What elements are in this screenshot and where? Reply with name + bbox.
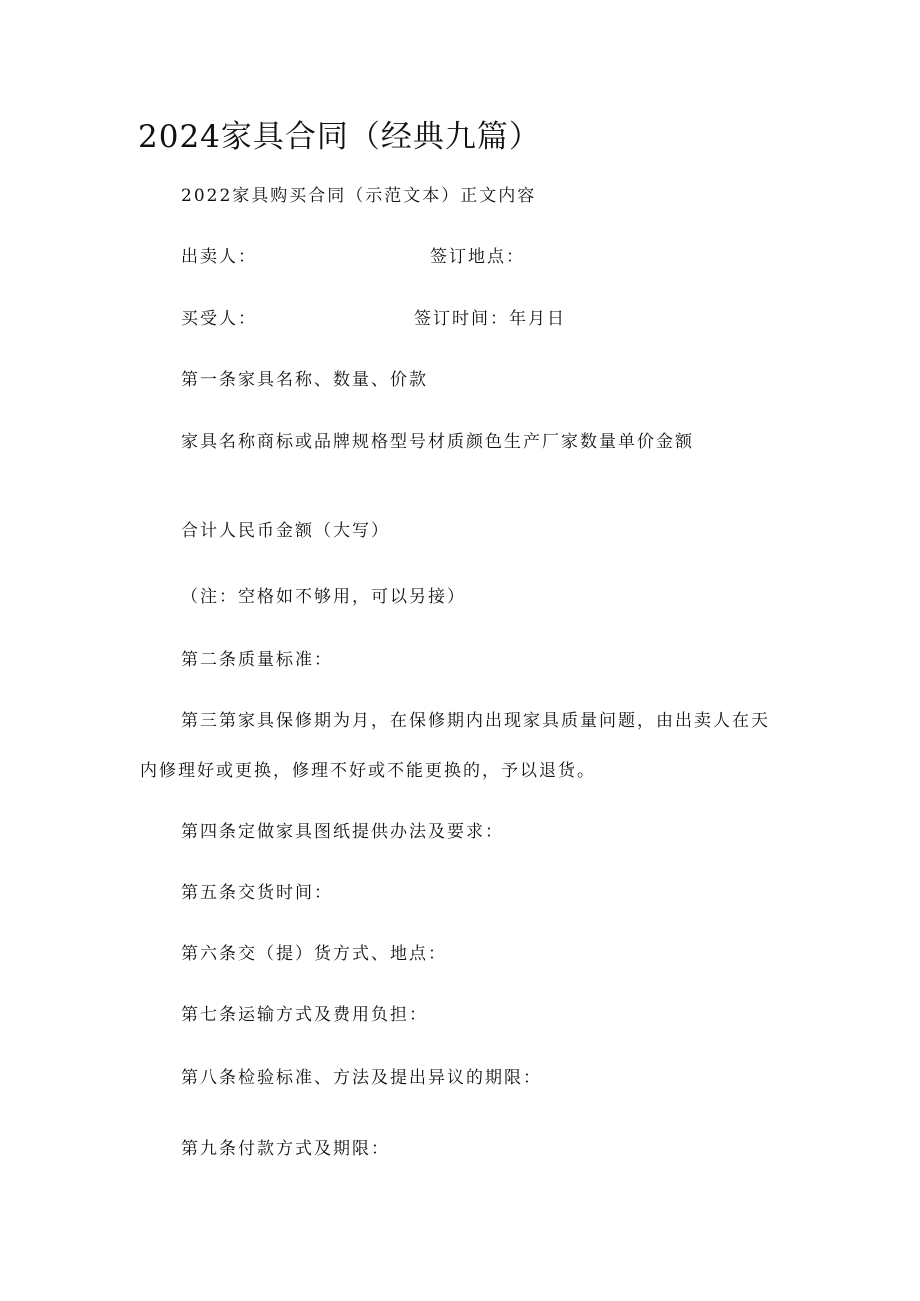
- sign-place-label: 签订地点：: [430, 247, 525, 267]
- article-4: 第四条定做家具图纸提供办法及要求：: [181, 822, 504, 842]
- article-3-line-1: 第三第家具保修期为月，在保修期内出现家具质量问题，由出卖人在天: [181, 711, 770, 731]
- sign-time-label: 签订时间：年月日: [414, 309, 566, 329]
- seller-label: 出卖人：: [181, 247, 257, 267]
- article-7: 第七条运输方式及费用负担：: [181, 1005, 428, 1025]
- article-3-line-2: 内修理好或更换，修理不好或不能更换的，予以退货。: [140, 761, 596, 781]
- sign-time-line: [414, 308, 566, 330]
- buyer-line: [181, 308, 257, 330]
- article-2: 第二条质量标准：: [181, 650, 333, 670]
- note: （注：空格如不够用，可以另接）: [181, 587, 466, 607]
- article-9: 第九条付款方式及期限：: [181, 1139, 390, 1159]
- article-6: 第六条交（提）货方式、地点：: [181, 944, 447, 964]
- seller-line: [181, 246, 257, 268]
- sign-place-line: [430, 246, 525, 268]
- buyer-label: 买受人：: [181, 309, 257, 329]
- article-5: 第五条交货时间：: [181, 883, 333, 903]
- article-8: 第八条检验标准、方法及提出异议的期限：: [181, 1068, 542, 1088]
- table-header: 家具名称商标或品牌规格型号材质颜色生产厂家数量单价金额: [181, 432, 694, 452]
- article-1: 第一条家具名称、数量、价款: [181, 370, 428, 390]
- document-title: 2024家具合同（经典九篇）: [138, 119, 541, 155]
- total-amount: 合计人民币金额（大写）: [181, 521, 390, 541]
- document-subtitle: 2022家具购买合同（示范文本）正文内容: [181, 186, 537, 206]
